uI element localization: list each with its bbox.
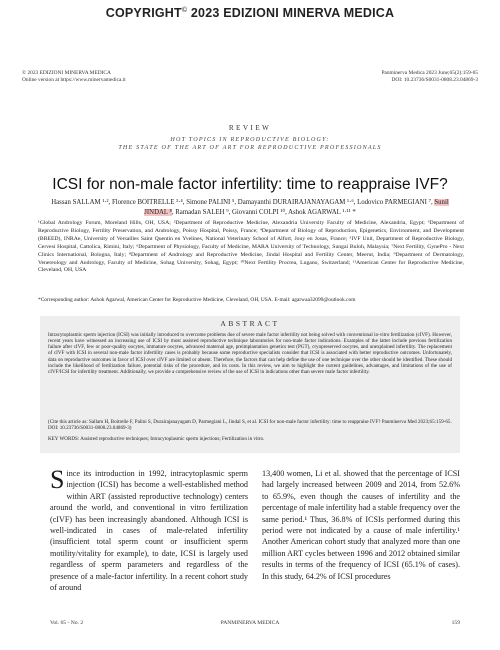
page-number: 159 bbox=[451, 620, 460, 626]
abstract-box bbox=[40, 316, 460, 453]
body-text-right: 13,400 women, Li et al. showed that the percentage of ICSI had largely increased between 2009 and 2014, from 52.6% to 65.9%, even though the causes of infertility and the percentage of male infertility had a stable frequency over the same period.¹ Thus, 36.8% of ICSIs performed during this period were not indicated by a cause of male infertility.¹ Another American cohort study that analyzed more than one million ART cycles between 1996 and 2012 obtained similar results in terms of the frequency of ICSI (65.1% of cases). In this study, 64.2% of ICSI procedures bbox=[262, 469, 460, 581]
drop-cap: S bbox=[50, 465, 65, 494]
topic-header bbox=[0, 136, 500, 152]
citation-note: (Cite this article as: Sallam H, Boitrelle F, Palini S, Durairajanayagam D, Parmegiani L, Jindal S, et al. ICSI for non-male factor infertility: time to reappraise IVF? Panminerva Med 2023;65:159-65. DOI: 10.23736/S0031-0808.23.04869-3) bbox=[48, 419, 452, 432]
copyright-mark: © bbox=[181, 6, 188, 14]
topic-line-2: THE STATE OF THE ART OF ART FOR REPRODUCTIVE PROFESSIONALS bbox=[118, 145, 382, 151]
body-text-left: ince its introduction in 1992, intracytoplasmic sperm injection (ICSI) has become a well-established method within ART (assisted reproductive technology) centers around the world, and conventional in vitro fertilization (cIVF) has been increasingly abandoned. Although ICSI is well-indicated in cases of male-related infertility (insufficient total sperm count or insufficient sperm motility/vitality for example), to date, ICSI is largely used regardless of sperm parameters and regardless of the presence of a male-factor infertility. In a recent cohort study of around bbox=[50, 469, 248, 593]
author-list bbox=[40, 198, 460, 218]
journal-info bbox=[381, 70, 478, 83]
authors-part-2: , Ramadan SALEH ⁹, Giovanni COLPI ¹⁰, Ashok AGARWAL ¹·¹¹ * bbox=[171, 209, 356, 216]
topic-line-1: HOT TOPICS IN REPRODUCTIVE BIOLOGY: bbox=[170, 137, 330, 143]
online-version-link[interactable]: Online version at https://www.minervamedica.it bbox=[22, 76, 126, 83]
article-title: ICSI for non-male factor infertility: time to reappraise IVF? bbox=[52, 176, 448, 193]
banner-text: COPYRIGHT bbox=[105, 6, 182, 20]
journal-citation: Panminerva Medica 2023 June;65(2):159-65 bbox=[381, 70, 478, 76]
corresponding-author: *Corresponding author: Ashok Agarwal, American Center for Reproductive Medicine, Cleveland, OH, USA. E-mail: agarwaa32099@outlook.com bbox=[38, 297, 356, 303]
section-label: REVIEW bbox=[228, 124, 272, 132]
banner-rest: 2023 EDIZIONI MINERVA MEDICA bbox=[187, 6, 395, 20]
abstract-heading: ABSTRACT bbox=[220, 319, 280, 328]
affiliations: ¹Global Andrology Forum, Moreland Hills, OH, USA; ²Department of Reproductive Medicine, Alexandria University Faculty of Medicine, Alexandria, Egypt; ³Department of Reproductive Biology, Fertility Preservation, and Andrology, Poissy Hospital, Poissy, France; ⁴Department of Biology of Reproduction, Epigenetics, Environment, and Development (BREED), INRAe, University of Versailles Saint Quentin en Yvelines, National Veterinary School of Alfort, Jouy en Josas, France; ⁵IVF Unit, Department of Reproductive Biology, Cervesi Hospital, Cattolica, Rimini, Italy; ⁶Department of Physiology, Faculty of Medicine, MARA University of Technology, Sungai Buloh, Malaysia; ⁷Next Fertility, GynePro - Next Clinics International, Bologna, Italy; ⁸Department of Andrology and Reproductive Medicine, Jindal Hospital and Fertility Center, Meerut, India; ⁹Department of Dermatology, Venereology and Andrology, Faculty of Medicine, Sohag University, Sohag, Egypt; ¹⁰Next Fertility Procrea, Lugano, Switzerland; ¹¹American Center for Reproductive Medicine, Cleveland, OH, USA bbox=[38, 220, 464, 274]
body-column-right bbox=[262, 468, 460, 582]
copyright-banner bbox=[0, 6, 500, 20]
footer-journal: PANMINERVA MEDICA bbox=[220, 620, 280, 626]
footer-volume: Vol. 65 - No. 2 bbox=[50, 620, 84, 626]
publisher-info bbox=[22, 70, 126, 83]
abstract-body: Intracytoplasmic sperm injection (ICSI) was initially introduced to overcome problems due of severe male factor infertility not being solved with conventional in-vitro fertilization (cIVF). However, recent years have witnessed an increasing use of ICSI by most assisted reproductive technique laboratories for non-male factor indications. Examples of the latter include previous fertilization failure after cIVF, few or poor-quality oocytes, immature oocytes, advanced maternal age, preimplantation genetics test (PGT), cryopreserved oocytes, and unexplained infertility. The replacement of cIVF with ICSI in several non-male factor infertility cases is probably because some reproductive specialists consider that ICSI is associated with better reproductive outcomes. Unfortunately, data on reproductive outcomes in favor of ICSI over cIVF are limited or absent. Therefore, the factors that can help define the use of one technique over the other should be identified. These should include the likelihood of fertilization failure, potential risks of the procedure, and its costs. In this review, we aim to highlight the current guidelines, advantages, and limitations of the use of cIVF/ICSI for infertility treatment. Additionally, we provide a comprehensive review of the use of ICSI in indications other than severe male factor infertility. bbox=[48, 332, 452, 375]
doi-link[interactable]: DOI: 10.23736/S0031-0808.23.04869-3 bbox=[391, 76, 478, 83]
keywords: KEY WORDS: Assisted reproductive techniques; Intracytoplasmic sperm injections; Fertilization in vitro. bbox=[48, 436, 265, 442]
highlighted-author: Sunil JINDAL ⁸ bbox=[144, 199, 449, 216]
body-column-left bbox=[50, 465, 248, 593]
authors-part-1: Hassan SALLAM ¹·², Florence BOITRELLE ³·⁴, Simone PALINI ⁵, Damayanthi DURAIRAJANAYAGAM ¹·⁶, Lodovico PARMEGIANI ⁷, bbox=[51, 199, 435, 206]
publisher-copyright: © 2023 EDIZIONI MINERVA MEDICA bbox=[22, 70, 111, 76]
